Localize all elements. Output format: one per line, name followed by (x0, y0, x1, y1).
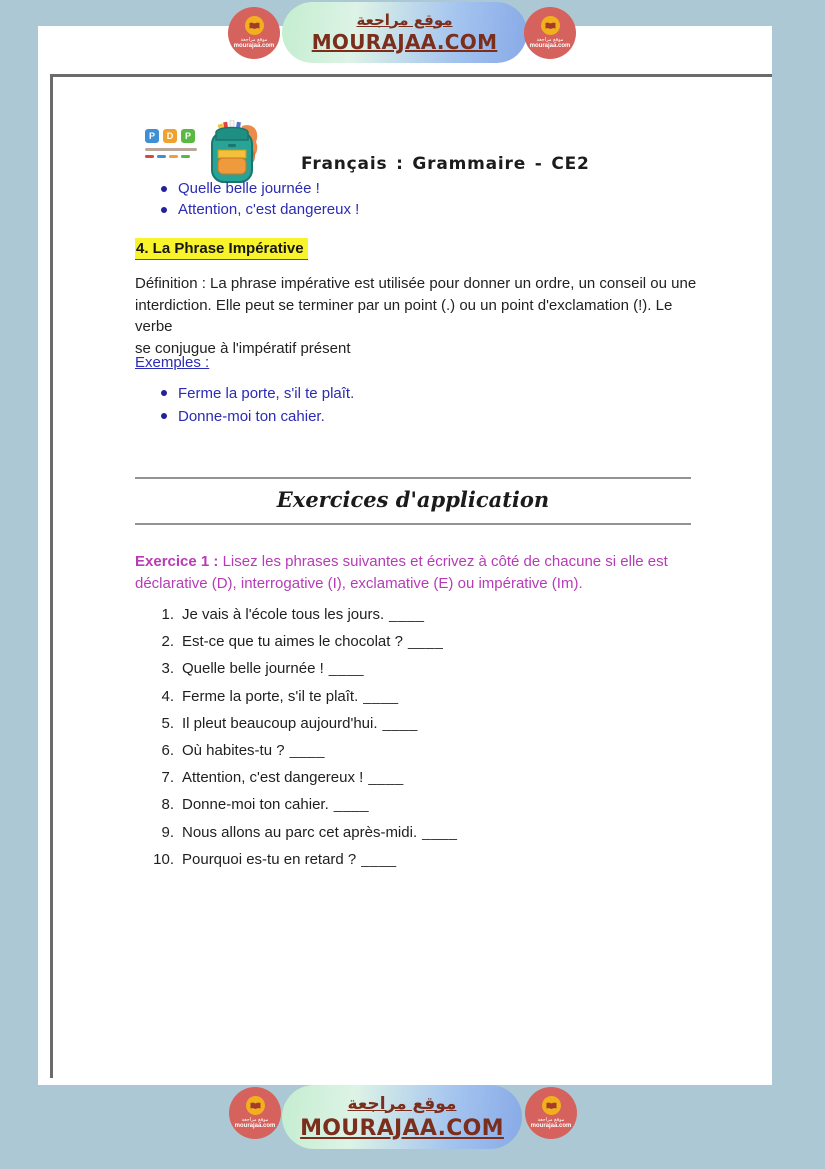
book-icon (542, 1096, 561, 1115)
badge-domain-text: mourajaa.com (530, 1123, 572, 1129)
pdp-logo (145, 129, 201, 175)
sentence-row: 2. Est-ce que tu aimes le chocolat ? ____ (161, 633, 444, 651)
examples-bullet-list (178, 382, 354, 428)
top-banner-arabic-link[interactable]: موقع مراجعة (356, 10, 453, 29)
document-page (38, 26, 772, 1085)
book-icon (246, 1096, 265, 1115)
answer-blank: ____ (389, 606, 425, 623)
sentence-row: 4. Ferme la porte, s'il te plaît. ____ (161, 687, 399, 705)
sentence-row: 8. Donne-moi ton cahier. ____ (161, 796, 370, 814)
sentence-row: 10. Pourquoi es-tu en retard ? ____ (153, 850, 397, 868)
definition-line: se conjugue à l'impératif présent (135, 339, 351, 357)
badge-arabic-text: موقع مراجعة (240, 37, 268, 43)
definition-paragraph (135, 273, 697, 359)
intro-bullet-list (178, 178, 359, 220)
sentence-row: 6. Où habites-tu ? ____ (161, 741, 325, 759)
site-logo-badge (525, 1087, 577, 1139)
sentence-row: 5. Il pleut beaucoup aujourd'hui. ____ (161, 714, 418, 732)
book-icon (541, 16, 560, 35)
exercise1-label: Exercice 1 : (135, 553, 219, 570)
logo-letter-p2: P (181, 129, 195, 143)
pdp-logo-squares (145, 129, 201, 143)
exercise1-instructions (135, 551, 701, 595)
site-logo-badge (524, 7, 576, 59)
list-item: Attention, c'est dangereux ! (178, 201, 360, 218)
sentence-row: 1. Je vais à l'école tous les jours. ____ (161, 606, 425, 623)
badge-domain-text: mourajaa.com (233, 43, 275, 49)
bottom-banner (282, 1085, 522, 1149)
answer-blank: ____ (368, 769, 404, 787)
sentence-row: 7. Attention, c'est dangereux ! ____ (161, 769, 404, 787)
definition-line: interdiction. Elle peut se terminer par un point (.) ou un point d'exclamation (!). Le verbe (135, 296, 673, 335)
horizontal-rule-bottom (135, 523, 691, 525)
answer-blank: ____ (289, 741, 325, 759)
exercise1-line2: déclarative (D), interrogative (I), exclamative (E) ou impérative (Im). (135, 575, 583, 592)
badge-domain-text: mourajaa.com (234, 1123, 276, 1129)
section-heading-highlighted: 4. La Phrase Impérative (135, 238, 308, 260)
bottom-banner-site-link[interactable]: MOURAJAA.COM (300, 1115, 504, 1141)
answer-blank: ____ (363, 687, 399, 705)
answer-blank: ____ (333, 796, 370, 814)
top-banner-site-link[interactable]: MOURAJAA.COM (311, 29, 498, 54)
exercise1-line1: Lisez les phrases suivantes et écrivez à côté de chacune si elle est (222, 553, 668, 570)
answer-blank: ____ (422, 823, 458, 841)
logo-caption-line (145, 148, 197, 151)
badge-arabic-text: موقع مراجعة (241, 1117, 269, 1123)
answer-blank: ____ (407, 633, 444, 651)
site-logo-badge (228, 7, 280, 59)
logo-letter-p1: P (145, 129, 159, 143)
book-icon (245, 16, 264, 35)
exercise1-sentence-list (148, 606, 708, 878)
logo-letter-d: D (163, 129, 177, 143)
sentence-row: 3. Quelle belle journée ! ____ (161, 660, 365, 678)
backpack-icon (204, 120, 262, 186)
horizontal-rule-top (135, 477, 691, 479)
top-banner (282, 2, 527, 63)
answer-blank: ____ (328, 660, 365, 678)
site-logo-badge (229, 1087, 281, 1139)
logo-caption-dashes (145, 155, 201, 158)
list-item: Donne-moi ton cahier. (178, 405, 354, 428)
badge-arabic-text: موقع مراجعة (537, 1117, 565, 1123)
examples-label: Exemples : (135, 354, 210, 371)
answer-blank: ____ (382, 714, 418, 732)
badge-domain-text: mourajaa.com (529, 43, 571, 49)
bottom-banner-arabic-link[interactable]: موقع مراجعة (347, 1093, 457, 1114)
definition-line: Définition : La phrase impérative est utilisée pour donner un ordre, un conseil ou une (135, 275, 697, 292)
exercises-section-title: Exercices d'application (276, 487, 550, 512)
list-item: Ferme la porte, s'il te plaît. (178, 382, 354, 405)
list-item: Quelle belle journée ! (178, 178, 359, 199)
worksheet-title: Français : Grammaire - CE2 (301, 154, 590, 174)
sentence-row: 9. Nous allons au parc cet après-midi. ____ (161, 823, 458, 841)
badge-arabic-text: موقع مراجعة (536, 37, 564, 43)
answer-blank: ____ (361, 850, 397, 868)
